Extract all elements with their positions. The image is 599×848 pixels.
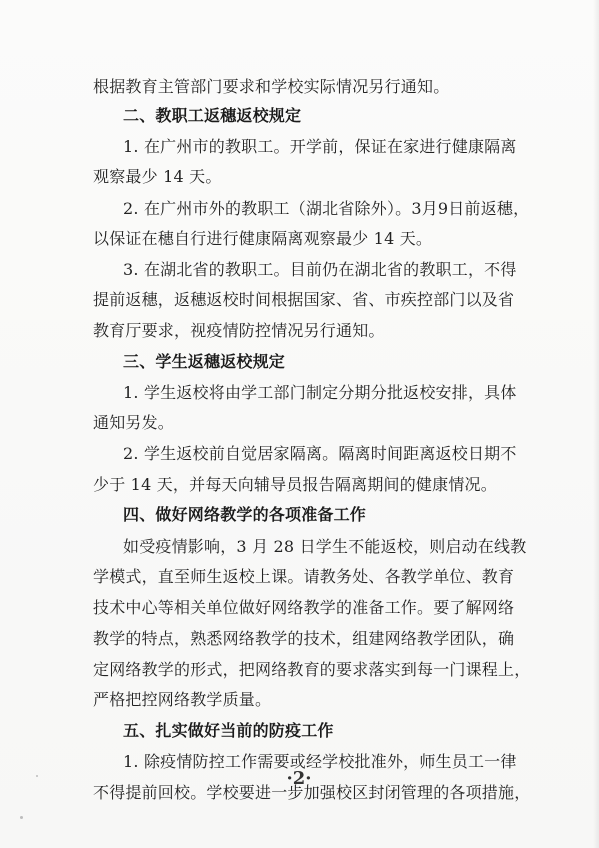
paragraph-line: 教育厅要求，视疫情防控情况另行通知。: [93, 321, 385, 340]
paragraph-line: 不得提前回校。学校要进一步加强校区封闭管理的各项措施，: [93, 783, 531, 802]
section-heading-3: 三、学生返穗返校规定: [123, 352, 286, 371]
paragraph-line: 提前返穗，返穗返校时间根据国家、省、市疾控部门以及省: [93, 290, 515, 309]
paragraph-line: 少于 14 天，并每天向辅导员报告隔离期间的健康情况。: [93, 475, 497, 494]
paragraph-line: 以保证在穗自行进行健康隔离观察最少 14 天。: [93, 229, 433, 248]
paragraph-line: 通知另发。: [93, 413, 175, 432]
paragraph-line: 技术中心等相关单位做好网络教学的准备工作。要了解网络: [93, 598, 515, 617]
page-edge-shadow: [593, 0, 599, 848]
paragraph-line: 教学的特点，熟悉网络教学的技术，组建网络教学团队，确: [93, 629, 515, 648]
paragraph-line: 学模式，直至师生返校上课。请教务处、各教学单位、教育: [93, 567, 515, 586]
paragraph-line: 2. 在广州市外的教职工（湖北省除外）。3月9日前返穗，: [123, 199, 530, 218]
paragraph-line: 2. 学生返校前自觉居家隔离。隔离时间距离返校日期不: [123, 444, 517, 463]
paragraph-line: 1. 除疫情防控工作需要或经学校批准外，师生员工一律: [123, 752, 517, 771]
paragraph-line: 观察最少 14 天。: [93, 167, 222, 186]
paragraph-line: 1. 学生返校将由学工部门制定分期分批返校安排，具体: [123, 383, 517, 402]
paragraph-line: 3. 在湖北省的教职工。目前仍在湖北省的教职工，不得: [123, 260, 517, 279]
paragraph-line: 定网络教学的形式，把网络教育的要求落实到每一门课程上，: [93, 660, 531, 679]
section-heading-4: 四、做好网络教学的各项准备工作: [123, 505, 367, 524]
paragraph-line: 根据教育主管部门要求和学校实际情况另行通知。: [93, 77, 450, 96]
paragraph-line: 1. 在广州市的教职工。开学前，保证在家进行健康隔离: [123, 137, 517, 156]
scan-speck: [20, 816, 23, 819]
scan-speck: [36, 775, 38, 777]
page-number: ·2·: [286, 768, 312, 789]
paragraph-line: 如受疫情影响，3 月 28 日学生不能返校，则启动在线教: [123, 537, 527, 556]
section-heading-5: 五、扎实做好当前的防疫工作: [123, 721, 334, 740]
section-heading-2: 二、教职工返穗返校规定: [123, 106, 302, 125]
paragraph-line: 严格把控网络教学质量。: [93, 690, 272, 709]
